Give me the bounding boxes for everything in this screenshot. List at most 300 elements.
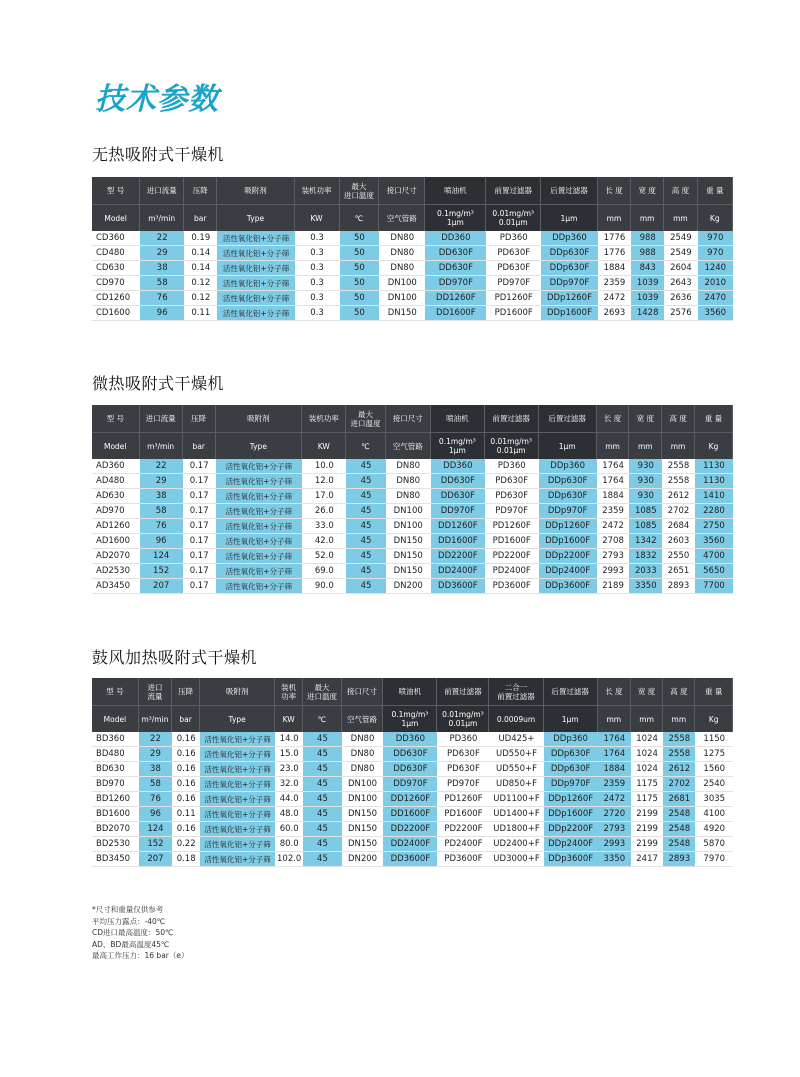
- table-row: [92, 504, 733, 519]
- table-cell: 29: [140, 246, 184, 261]
- table-cell: 50: [340, 276, 380, 291]
- table-cell: 1175: [631, 777, 663, 792]
- table-cell: CD1600: [92, 306, 140, 321]
- table-cell: DDp970F: [541, 276, 598, 291]
- table-cell: 14.0: [275, 732, 303, 747]
- table-cell: 17.0: [302, 489, 346, 504]
- table-cell: DD3600F: [383, 852, 437, 867]
- unit-header: m³/min: [140, 204, 184, 231]
- table-cell: DDp630F: [541, 246, 598, 261]
- table-cell: DN80: [386, 489, 431, 504]
- unit-header: mm: [662, 432, 695, 459]
- table-cell: 29: [139, 747, 172, 762]
- table-cell: AD360: [92, 459, 140, 474]
- table-cell: PD630F: [437, 747, 489, 762]
- table-cell: 1776: [598, 246, 631, 261]
- column-header: 前置过滤器: [486, 177, 541, 204]
- section-title-bd: 鼓风加热吸附式干燥机: [92, 648, 258, 667]
- table-cell: 2558: [662, 459, 695, 474]
- table-cell: 2359: [598, 777, 631, 792]
- column-header: 最大 进口温度: [340, 177, 380, 204]
- table-cell: 7970: [695, 852, 733, 867]
- table-cell: 2750: [695, 519, 733, 534]
- table-cell: DN200: [386, 579, 431, 594]
- table-cell: 1085: [629, 504, 662, 519]
- table-cell: DD1600F: [425, 306, 486, 321]
- table-cell: 45: [303, 822, 342, 837]
- table-cell: DD1260F: [425, 291, 486, 306]
- table-cell: 0.18: [172, 852, 200, 867]
- table-cell: 活性氧化铝+分子筛: [200, 822, 275, 837]
- table-cell: 3035: [695, 792, 733, 807]
- table-cell: DDp630F: [544, 747, 598, 762]
- table-cell: 5870: [695, 837, 733, 852]
- table-cell: 48.0: [275, 807, 303, 822]
- table-cell: 58: [139, 777, 172, 792]
- table-cell: AD2070: [92, 549, 140, 564]
- table-cell: 1039: [631, 291, 664, 306]
- table-cell: 0.16: [172, 747, 200, 762]
- table-cell: PD1260F: [437, 792, 489, 807]
- table-cell: 2189: [597, 579, 630, 594]
- table-cell: DN80: [342, 762, 384, 777]
- table-cell: PD1600F: [485, 534, 539, 549]
- table-cell: 0.3: [295, 276, 340, 291]
- table-row: [92, 459, 733, 474]
- unit-header: KW: [295, 204, 340, 231]
- table-cell: 2893: [663, 852, 695, 867]
- table-cell: DN100: [342, 792, 384, 807]
- table-cell: 12.0: [302, 474, 346, 489]
- column-header: 宽 度: [631, 177, 664, 204]
- unit-header: 1μm: [541, 204, 598, 231]
- table-cell: DD2400F: [383, 837, 437, 852]
- table-cell: DDp2200F: [544, 822, 598, 837]
- table-cell: 1130: [695, 474, 733, 489]
- column-header: 宽 度: [629, 405, 662, 432]
- table-cell: PD1260F: [486, 291, 541, 306]
- unit-header: 0.0009um: [489, 705, 543, 732]
- table-cell: UD550+F: [489, 762, 543, 777]
- table-cell: UD1400+F: [489, 807, 543, 822]
- table-cell: 45: [303, 852, 342, 867]
- table-cell: 活性氧化铝+分子筛: [216, 519, 303, 534]
- unit-header: 1μm: [539, 432, 597, 459]
- table-cell: 2893: [662, 579, 695, 594]
- table-cell: 102.0: [275, 852, 303, 867]
- unit-header: mm: [629, 432, 662, 459]
- table-cell: UD850+F: [489, 777, 543, 792]
- table-cell: PD360: [486, 231, 541, 246]
- table-row: [92, 534, 733, 549]
- table-cell: PD630F: [485, 489, 539, 504]
- table-cell: 1130: [695, 459, 733, 474]
- unit-header: 0.1mg/m³ 1μm: [425, 204, 486, 231]
- table-cell: DN150: [379, 306, 425, 321]
- table-row: [92, 246, 733, 261]
- table-cell: 96: [140, 306, 184, 321]
- column-header: 前置过滤器: [485, 405, 539, 432]
- table-cell: 0.3: [295, 261, 340, 276]
- table-cell: DN150: [386, 534, 431, 549]
- table-row: [92, 519, 733, 534]
- table-cell: 1024: [631, 732, 663, 747]
- table-cell: 2417: [631, 852, 663, 867]
- table-cell: BD480: [92, 747, 139, 762]
- unit-header: bar: [183, 432, 216, 459]
- table-cell: 2684: [662, 519, 695, 534]
- unit-header: Type: [217, 204, 294, 231]
- table-cell: 活性氧化铝+分子筛: [200, 762, 275, 777]
- table-cell: BD1260: [92, 792, 139, 807]
- table-cell: 1024: [631, 762, 663, 777]
- table-cell: PD2400F: [485, 564, 539, 579]
- unit-header: KW: [275, 705, 303, 732]
- table-cell: 988: [631, 246, 664, 261]
- table-cell: 1024: [631, 747, 663, 762]
- table-cell: DN100: [379, 291, 425, 306]
- unit-header: 空气管路: [386, 432, 431, 459]
- table-cell: 44.0: [275, 792, 303, 807]
- table-cell: 45: [303, 747, 342, 762]
- table-cell: 2548: [663, 837, 695, 852]
- table-cell: 26.0: [302, 504, 346, 519]
- table-cell: 0.22: [172, 837, 200, 852]
- table-cell: 58: [140, 504, 183, 519]
- table-cell: DDp2200F: [539, 549, 597, 564]
- table-cell: 1560: [695, 762, 733, 777]
- table-cell: 45: [346, 519, 385, 534]
- table-cell: 207: [140, 579, 183, 594]
- table-row: [92, 474, 733, 489]
- column-header: 接口尺寸: [386, 405, 431, 432]
- column-header: 型 号: [92, 177, 140, 204]
- table-cell: 活性氧化铝+分子筛: [200, 807, 275, 822]
- table-cell: DD970F: [425, 276, 486, 291]
- table-cell: 2793: [597, 549, 630, 564]
- table-cell: BD630: [92, 762, 139, 777]
- table-cell: 2603: [662, 534, 695, 549]
- table-cell: 45: [303, 762, 342, 777]
- table-cell: 970: [698, 231, 733, 246]
- table-cell: DDp3600F: [544, 852, 598, 867]
- table-cell: UD1800+F: [489, 822, 543, 837]
- table-cell: 活性氧化铝+分子筛: [200, 732, 275, 747]
- table-cell: DD3600F: [431, 579, 485, 594]
- table-cell: PD630F: [486, 246, 541, 261]
- column-header: 长 度: [598, 177, 631, 204]
- table-cell: DN80: [379, 231, 425, 246]
- table-cell: 2549: [664, 231, 697, 246]
- table-cell: DDp630F: [544, 762, 598, 777]
- table-cell: 2359: [598, 276, 631, 291]
- table-cell: DDp2400F: [544, 837, 598, 852]
- unit-header: ℃: [346, 432, 385, 459]
- unit-header: mm: [598, 204, 631, 231]
- table-cell: DD360: [431, 459, 485, 474]
- column-header: 进口流量: [140, 177, 184, 204]
- notes: [92, 904, 188, 962]
- note-line: CD进口最高温度：50℃: [92, 928, 174, 937]
- column-header: 二合一 前置过滤器: [489, 678, 543, 705]
- table-cell: DN100: [386, 504, 431, 519]
- table-cell: DN100: [342, 777, 384, 792]
- unit-header: 0.01mg/m³ 0.01μm: [486, 204, 541, 231]
- table-cell: AD480: [92, 474, 140, 489]
- table-cell: DN150: [386, 549, 431, 564]
- table-cell: 7700: [695, 579, 733, 594]
- table-cell: AD3450: [92, 579, 140, 594]
- table-cell: 124: [140, 549, 183, 564]
- table-cell: 45: [346, 489, 385, 504]
- table-cell: DN80: [342, 732, 384, 747]
- note-line: *尺寸和重量仅供参考: [92, 905, 164, 914]
- unit-header: mm: [631, 204, 664, 231]
- column-header: 宽 度: [631, 678, 663, 705]
- table-cell: DN100: [386, 519, 431, 534]
- table-cell: 1884: [598, 261, 631, 276]
- table-cell: 1884: [598, 762, 631, 777]
- table-cell: 90.0: [302, 579, 346, 594]
- table-row: [92, 276, 733, 291]
- table-cell: 2280: [695, 504, 733, 519]
- table-cell: 10.0: [302, 459, 346, 474]
- table-cell: 2548: [663, 807, 695, 822]
- table-cell: 0.17: [183, 459, 216, 474]
- table-cell: 活性氧化铝+分子筛: [217, 231, 294, 246]
- table-cell: DDp1260F: [544, 792, 598, 807]
- table-cell: 2643: [664, 276, 697, 291]
- unit-header: bar: [184, 204, 217, 231]
- table-cell: DN100: [379, 276, 425, 291]
- table-cell: PD2200F: [437, 822, 489, 837]
- table-cell: 45: [346, 474, 385, 489]
- table-cell: 活性氧化铝+分子筛: [216, 489, 303, 504]
- table-cell: 2702: [663, 777, 695, 792]
- table-cell: DDp1260F: [539, 519, 597, 534]
- table-cell: DD630F: [425, 246, 486, 261]
- table-row: [92, 747, 733, 762]
- table-cell: 1410: [695, 489, 733, 504]
- table-cell: 4920: [695, 822, 733, 837]
- column-header: 重 量: [695, 405, 733, 432]
- table-cell: 32.0: [275, 777, 303, 792]
- table-cell: CD970: [92, 276, 140, 291]
- unit-header: Kg: [698, 204, 733, 231]
- column-header: 喷油机: [383, 678, 437, 705]
- table-cell: DD630F: [431, 489, 485, 504]
- table-row: [92, 837, 733, 852]
- table-cell: 22: [140, 231, 184, 246]
- table-cell: UD1100+F: [489, 792, 543, 807]
- table-cell: 1764: [598, 732, 631, 747]
- table-cell: AD970: [92, 504, 140, 519]
- table-cell: 活性氧化铝+分子筛: [217, 246, 294, 261]
- table-cell: DN200: [342, 852, 384, 867]
- table-cell: 2636: [664, 291, 697, 306]
- table-cell: CD1260: [92, 291, 140, 306]
- table-cell: 42.0: [302, 534, 346, 549]
- column-header: 装机功率: [302, 405, 346, 432]
- unit-header: 1μm: [544, 705, 598, 732]
- table-cell: 2199: [631, 807, 663, 822]
- unit-header: m³/min: [139, 705, 172, 732]
- table-cell: CD360: [92, 231, 140, 246]
- table-cell: 50: [340, 231, 380, 246]
- table-cell: DDp1600F: [541, 306, 598, 321]
- table-cell: 1085: [629, 519, 662, 534]
- table-cell: 活性氧化铝+分子筛: [217, 291, 294, 306]
- table-row: [92, 564, 733, 579]
- table-cell: 124: [139, 822, 172, 837]
- table-cell: 22: [139, 732, 172, 747]
- column-header: 喷油机: [431, 405, 485, 432]
- column-header: 后置过滤器: [544, 678, 598, 705]
- table-cell: DD630F: [383, 747, 437, 762]
- table-cell: 0.17: [183, 564, 216, 579]
- table-cell: 45: [346, 504, 385, 519]
- table-cell: AD1260: [92, 519, 140, 534]
- table-cell: PD630F: [437, 762, 489, 777]
- table-cell: PD360: [437, 732, 489, 747]
- table-cell: DD1600F: [431, 534, 485, 549]
- table-cell: PD970F: [485, 504, 539, 519]
- table-cell: 58: [140, 276, 184, 291]
- table-cell: DDp1260F: [541, 291, 598, 306]
- table-cell: 活性氧化铝+分子筛: [217, 276, 294, 291]
- table-cell: 69.0: [302, 564, 346, 579]
- table-cell: 2472: [598, 792, 631, 807]
- table-cell: 0.16: [172, 792, 200, 807]
- table-cell: 23.0: [275, 762, 303, 777]
- table-cell: 152: [140, 564, 183, 579]
- column-header: 压降: [172, 678, 200, 705]
- table-cell: BD2530: [92, 837, 139, 852]
- table-cell: 45: [346, 459, 385, 474]
- table-cell: 930: [629, 474, 662, 489]
- table-row: [92, 732, 733, 747]
- table-cell: PD2200F: [485, 549, 539, 564]
- table-cell: 0.17: [183, 519, 216, 534]
- table-cell: DD360: [383, 732, 437, 747]
- unit-header: 0.1mg/m³ 1μm: [431, 432, 485, 459]
- table-cell: 0.3: [295, 246, 340, 261]
- table-cell: 96: [140, 534, 183, 549]
- column-header: 重 量: [698, 177, 733, 204]
- table-cell: DD2200F: [431, 549, 485, 564]
- table-cell: DN150: [342, 837, 384, 852]
- table-cell: 1039: [631, 276, 664, 291]
- column-header: 喷油机: [425, 177, 486, 204]
- table-cell: 29: [140, 474, 183, 489]
- table-cell: 2472: [598, 291, 631, 306]
- table-cell: 45: [303, 777, 342, 792]
- table-cell: 930: [629, 459, 662, 474]
- table-cell: CD630: [92, 261, 140, 276]
- unit-header: Type: [200, 705, 275, 732]
- table-cell: 活性氧化铝+分子筛: [216, 474, 303, 489]
- unit-header: mm: [631, 705, 663, 732]
- table-cell: 60.0: [275, 822, 303, 837]
- table-cell: 96: [139, 807, 172, 822]
- table-cell: DDp3600F: [539, 579, 597, 594]
- table-row: [92, 261, 733, 276]
- table-cell: 50: [340, 261, 380, 276]
- table-cell: DN150: [342, 807, 384, 822]
- table-cell: 45: [346, 564, 385, 579]
- unit-header: 空气管路: [379, 204, 425, 231]
- column-header: 长 度: [597, 405, 630, 432]
- table-cell: 45: [346, 579, 385, 594]
- table-cell: 2010: [698, 276, 733, 291]
- table-cell: 0.17: [183, 549, 216, 564]
- table-cell: DD630F: [425, 261, 486, 276]
- table-cell: DDp630F: [539, 474, 597, 489]
- table-cell: 50: [340, 246, 380, 261]
- table-cell: 76: [139, 792, 172, 807]
- table-cell: 15.0: [275, 747, 303, 762]
- table-cell: UD2400+F: [489, 837, 543, 852]
- table-cell: 45: [303, 792, 342, 807]
- table-cell: 38: [140, 261, 184, 276]
- table-row: [92, 777, 733, 792]
- note-line: 平均压力露点：-40℃: [92, 916, 166, 926]
- table-cell: 2558: [663, 732, 695, 747]
- table-cell: 2359: [597, 504, 630, 519]
- table-cell: 2708: [597, 534, 630, 549]
- spec-table-ad: [92, 405, 733, 594]
- table-cell: 45: [303, 732, 342, 747]
- table-cell: CD480: [92, 246, 140, 261]
- table-cell: DN80: [386, 459, 431, 474]
- unit-header: 0.1mg/m³ 1μm: [383, 705, 437, 732]
- column-header: 最大 进口温度: [346, 405, 385, 432]
- table-cell: PD630F: [485, 474, 539, 489]
- table-cell: DD970F: [383, 777, 437, 792]
- table-cell: 2612: [662, 489, 695, 504]
- table-cell: DD2200F: [383, 822, 437, 837]
- table-cell: 2604: [664, 261, 697, 276]
- table-row: [92, 549, 733, 564]
- table-cell: AD630: [92, 489, 140, 504]
- table-cell: 0.19: [184, 231, 217, 246]
- table-cell: 1240: [698, 261, 733, 276]
- table-cell: 45: [346, 549, 385, 564]
- column-header: 前置过滤器: [437, 678, 489, 705]
- unit-header: Kg: [695, 432, 733, 459]
- table-cell: 152: [139, 837, 172, 852]
- section-title-ad: 微热吸附式干燥机: [92, 374, 225, 393]
- column-header: 装机 功率: [275, 678, 303, 705]
- table-cell: BD1600: [92, 807, 139, 822]
- table-cell: 207: [139, 852, 172, 867]
- table-cell: 1764: [597, 459, 630, 474]
- table-cell: 活性氧化铝+分子筛: [216, 549, 303, 564]
- column-header: 进口流量: [140, 405, 183, 432]
- table-cell: 38: [140, 489, 183, 504]
- table-cell: 50: [340, 306, 380, 321]
- table-row: [92, 822, 733, 837]
- column-header: 接口尺寸: [379, 177, 425, 204]
- table-cell: 38: [139, 762, 172, 777]
- table-cell: 2993: [597, 564, 630, 579]
- unit-header: Model: [92, 705, 139, 732]
- unit-header: mm: [663, 705, 695, 732]
- column-header: 吸附剂: [216, 405, 303, 432]
- unit-header: Type: [216, 432, 303, 459]
- table-cell: DN150: [342, 822, 384, 837]
- table-cell: 2693: [598, 306, 631, 321]
